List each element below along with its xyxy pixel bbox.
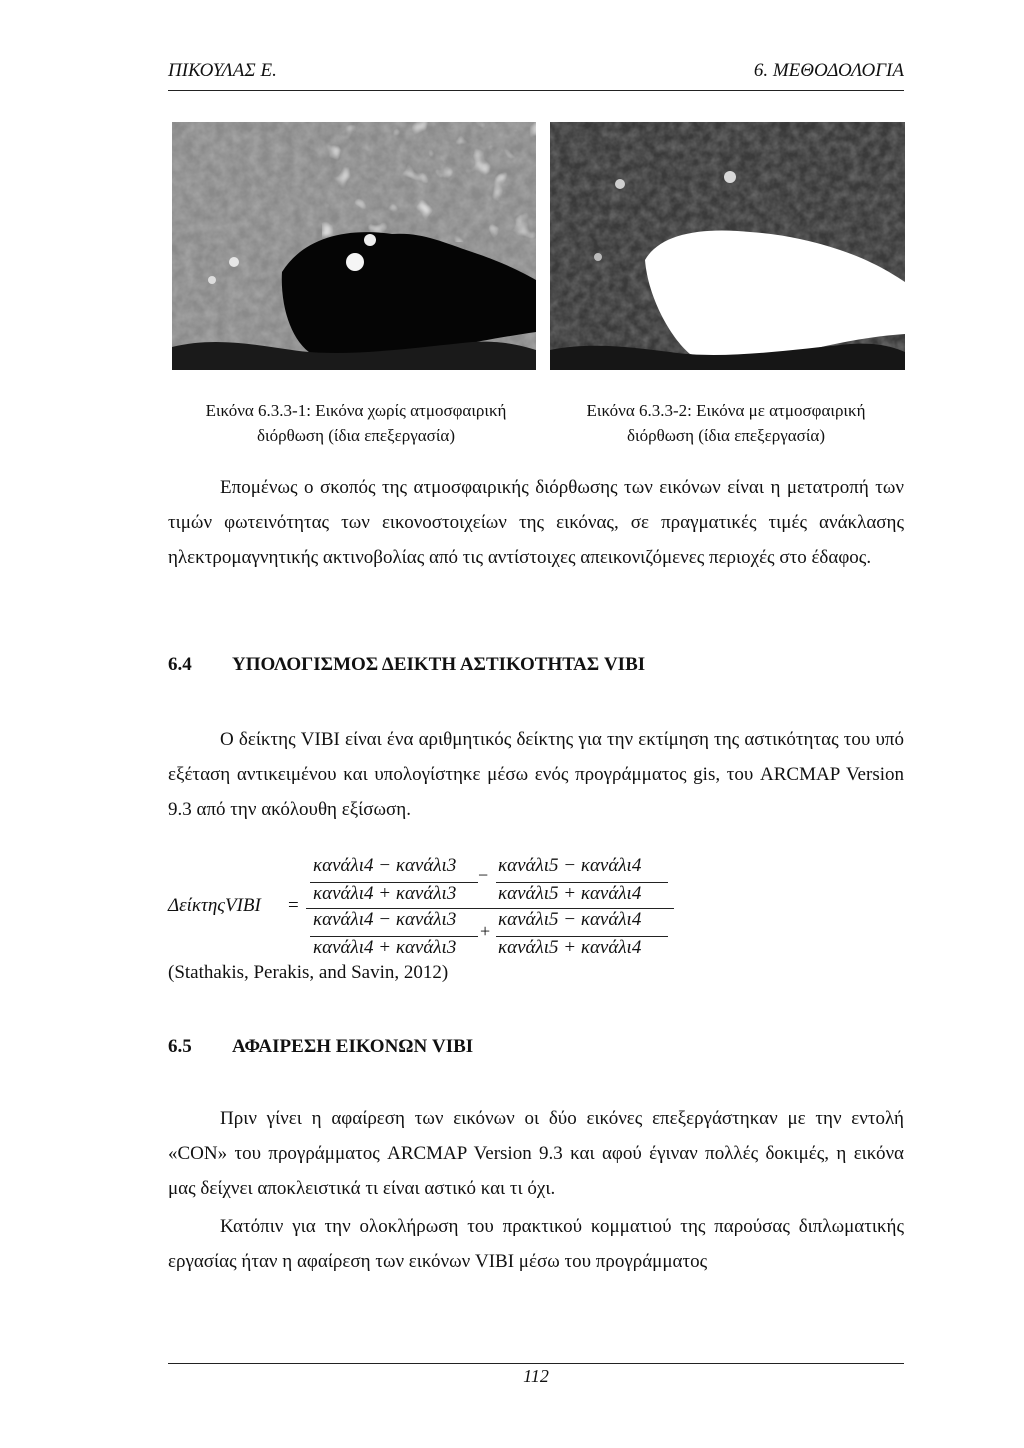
formula-lhs: ΔείκτηςVIBI [168, 895, 261, 916]
citation: (Stathakis, Perakis, and Savin, 2012) [168, 962, 449, 983]
footer-rule [168, 1363, 904, 1364]
figure-caption-right: Εικόνα 6.3.3-2: Εικόνα με ατμοσφαιρική διόρθωση (ίδια επεξεργασία) [586, 401, 866, 445]
page-header [168, 60, 904, 91]
satellite-image-with-correction [550, 122, 905, 370]
satellite-image-without-correction [172, 122, 536, 370]
paragraph-atmospheric-correction: Επομένως ο σκοπός της ατμοσφαιρικής διόρθωσης των εικόνων είναι η μετατροπή των τιμών φωτεινότητας των εικονοστοιχείων της εικόνας, σε πραγματικές τιμές ανάκλασης ηλεκτρομαγνητικής ακτινοβολίας από τις αντίστοιχες απεικονιζόμενες περιοχές στο έδαφος. [168, 477, 904, 568]
vibi-formula: ΔείκτηςVIBI = καvάλι4 − καvάλι3 καvάλι5 − καvάλι4 − καvάλι4 + καvάλι3 καvάλι5 + καvάλι4 καvάλι4 − καvάλι3 καvάλι5 − καvάλι4 + καvάλι4 + καvάλι3 καvάλι5 + καvάλι4 [168, 855, 688, 965]
section-heading-6-5: 6.5 ΑΦΑΙΡΕΣΗ ΕΙΚΟΝΩΝ VIBI [168, 1036, 474, 1057]
figure-caption-left: Εικόνα 6.3.3-1: Εικόνα χωρίς ατμοσφαιρική διόρθωση (ίδια επεξεργασία) [205, 401, 507, 445]
header-chapter: 6. ΜΕΘΟΔΟΛΟΓΙΑ [753, 60, 904, 81]
section-heading-6-4: 6.4 ΥΠΟΛΟΓΙΣΜΟΣ ΔΕΙΚΤΗ ΑΣΤΙΚΟΤΗΤΑΣ VIBI [168, 654, 646, 675]
formula-equals: = [288, 895, 299, 916]
page-number: 112 [523, 1366, 549, 1386]
paragraph-con-command: Πριν γίνει η αφαίρεση των εικόνων οι δύο εικόνες επεξεργάστηκαν με την εντολή «CON» του προγράμματος ARCMAP Version 9.3 και αφού έγιναν πολλές δοκιμές, η εικόνα μας δείχνει αποκλειστικά τι είναι αστικό και τι όχι. [168, 1108, 904, 1199]
paragraph-vibi-subtraction: Κατόπιν για την ολοκλήρωση του πρακτικού κομματιού της παρούσας διπλωματικής εργασίας ήταν η αφαίρεση των εικόνων VIBI μέσω του προγράμματος [168, 1216, 904, 1272]
paragraph-vibi-index: Ο δείκτης VIBI είναι ένα αριθμητικός δείκτης για την εκτίμηση της αστικότητας του υπό εξέταση αντικειμένου και υπολογίστηκε μέσω ενός προγράμματος gis, του ARCMAP Version 9.3 από την ακόλουθη εξίσωση. [168, 729, 904, 820]
header-author: ΠΙΚΟΥΛΑΣ Ε. [168, 60, 277, 81]
